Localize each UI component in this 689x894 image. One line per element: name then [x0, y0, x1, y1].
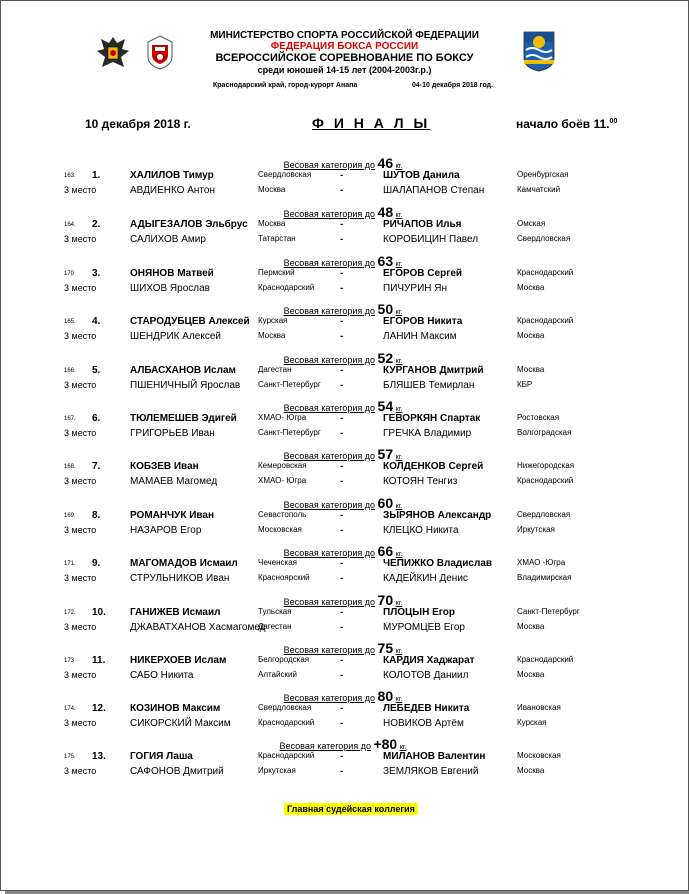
bout-index: 173 [64, 658, 75, 664]
versus-dash: - [340, 751, 344, 762]
third-place-region-2: Курская [517, 718, 547, 727]
finalist-blue-region: Свердловская [517, 510, 571, 519]
ministry-title: МИНИСТЕРСТВО СПОРТА РОССИЙСКОЙ ФЕДЕРАЦИИ [210, 30, 479, 41]
third-place-label: 3 место [64, 622, 97, 632]
third-place-boxer-2: КОТОЯН Тенгиз [383, 476, 458, 487]
category-label: Весовая категория до [283, 693, 376, 703]
finalist-red: РОМАНЧУК Иван [130, 510, 215, 521]
bout-index: 169. [64, 513, 76, 519]
third-place-boxer-2: КОЛОТОВ Даниил [383, 670, 469, 681]
bout-number: 6. [92, 413, 101, 424]
bout-number: 3. [92, 268, 101, 279]
bout-number: 2. [92, 219, 101, 230]
kg-unit: кг. [399, 744, 407, 751]
weight-category-heading [230, 155, 456, 171]
category-label: Весовая категория до [283, 258, 376, 268]
weight-category-heading [230, 543, 456, 559]
final-bout-row [0, 219, 689, 234]
category-weight: 60 [377, 495, 394, 511]
finalist-red-region: Белгородская [258, 655, 310, 664]
third-place-region-2: Москва [517, 766, 545, 775]
third-place-label: 3 место [64, 718, 97, 728]
kg-unit: кг. [395, 309, 403, 316]
finalist-blue-region: Ивановская [517, 703, 561, 712]
federation-title: ФЕДЕРАЦИЯ БОКСА РОССИИ [270, 41, 419, 52]
finalist-blue-region: Оренбургская [517, 170, 569, 179]
bout-number: 4. [92, 316, 101, 327]
third-place-region-2: Москва [517, 283, 545, 292]
kg-unit: кг. [395, 551, 403, 558]
third-place-boxer-1: САБО Никита [130, 670, 194, 681]
bout-number: 1. [92, 170, 101, 181]
finalist-red-region: Кемеровская [258, 461, 307, 470]
finalist-blue: ЗЫРЯНОВ Александр [383, 510, 492, 521]
third-place-region-1: Санкт-Петербург [258, 428, 321, 437]
kg-unit: кг. [395, 648, 403, 655]
third-place-label: 3 место [64, 283, 97, 293]
third-place-boxer-1: ШИХОВ Ярослав [130, 283, 210, 294]
finalist-red-region: ХМАО- Югра [258, 413, 307, 422]
category-weight: 48 [377, 204, 394, 220]
third-place-region-2: Москва [517, 331, 545, 340]
third-place-region-1: Дагестан [258, 622, 292, 631]
third-place-row [0, 670, 689, 685]
third-place-boxer-2: НОВИКОВ Артём [383, 718, 464, 729]
third-place-region-2: Волгоградская [517, 428, 572, 437]
finalist-blue-region: Московская [517, 751, 561, 760]
finalist-blue: ЕГОРОВ Сергей [383, 268, 463, 279]
kg-unit: кг. [395, 454, 403, 461]
finalist-red: ГАНИЖЕВ Исмаил [130, 607, 221, 618]
weight-category-heading [230, 446, 456, 462]
bout-number: 12. [92, 703, 106, 714]
third-place-label: 3 место [64, 573, 97, 583]
versus-dash: - [340, 380, 344, 391]
third-place-region-2: Иркутская [517, 525, 555, 534]
chief-judges-label: Главная судейская коллегия [284, 803, 418, 815]
third-place-label: 3 место [64, 476, 97, 486]
bout-number: 5. [92, 365, 101, 376]
finalist-red: АЛБАСХАНОВ Ислам [130, 365, 236, 376]
third-place-row [0, 573, 689, 588]
finalist-blue: ШУТОВ Данила [383, 170, 460, 181]
bout-index: 168. [64, 464, 76, 470]
kg-unit: кг. [395, 696, 403, 703]
third-place-boxer-2: ЛАНИН Максим [383, 331, 457, 342]
versus-dash: - [340, 607, 344, 618]
weight-category-heading [230, 688, 456, 704]
final-bout-row [0, 751, 689, 766]
versus-dash: - [340, 170, 344, 181]
finalist-red-region: Дагестан [258, 365, 292, 374]
category-weight: 46 [377, 155, 394, 171]
bout-index: 175. [64, 754, 76, 760]
third-place-row [0, 234, 689, 249]
finalist-blue-region: Москва [517, 365, 545, 374]
third-place-label: 3 место [64, 234, 97, 244]
versus-dash: - [340, 365, 344, 376]
versus-dash: - [340, 622, 344, 633]
final-bout-row [0, 655, 689, 670]
third-place-region-2: Москва [517, 622, 545, 631]
finalist-blue: КОЛДЕНКОВ Сергей [383, 461, 484, 472]
finalist-blue: РИЧАПОВ Илья [383, 219, 462, 230]
category-weight: 80 [377, 688, 394, 704]
third-place-region-1: ХМАО- Югра [258, 476, 307, 485]
bout-number: 11. [92, 655, 106, 666]
final-bout-row [0, 413, 689, 428]
finalist-blue-region: Омская [517, 219, 546, 228]
third-place-boxer-2: МУРОМЦЕВ Егор [383, 622, 465, 633]
final-bout-row [0, 510, 689, 525]
category-label: Весовая категория до [283, 403, 376, 413]
third-place-boxer-1: ШЕНДРИК Алексей [130, 331, 221, 342]
finalist-blue: МИЛАНОВ Валентин [383, 751, 486, 762]
finalist-blue: ГЕВОРКЯН Спартак [383, 413, 481, 424]
third-place-row [0, 525, 689, 540]
finalist-blue-region: Ростовская [517, 413, 560, 422]
category-weight: 70 [377, 592, 394, 608]
finalist-red-region: Краснодарский [258, 751, 315, 760]
third-place-boxer-1: СТРУЛЬНИКОВ Иван [130, 573, 230, 584]
finalist-red-region: Тульская [258, 607, 292, 616]
category-label: Весовая категория до [283, 597, 376, 607]
third-place-region-2: Краснодарский [517, 476, 574, 485]
weight-category-heading [230, 592, 456, 608]
kg-unit: кг. [395, 212, 403, 219]
versus-dash: - [340, 718, 344, 729]
finalist-red: СТАРОДУБЦЕВ Алексей [130, 316, 250, 327]
category-weight: 50 [377, 301, 394, 317]
weight-category-heading [230, 736, 456, 752]
third-place-boxer-2: ПИЧУРИН Ян [383, 283, 447, 294]
third-place-boxer-1: САЛИХОВ Амир [130, 234, 206, 245]
finalist-red: ХАЛИЛОВ Тимур [130, 170, 214, 181]
kg-unit: кг. [395, 600, 403, 607]
third-place-region-2: Владимирская [517, 573, 572, 582]
third-place-row [0, 622, 689, 637]
category-label: Весовая категория до [283, 209, 376, 219]
finalist-blue-region: Краснодарский [517, 268, 574, 277]
category-weight: 63 [377, 253, 394, 269]
third-place-label: 3 место [64, 428, 97, 438]
bout-index: 171. [64, 561, 76, 567]
third-place-region-1: Алтайский [258, 670, 297, 679]
category-label: Весовая категория до [283, 306, 376, 316]
kg-unit: кг. [395, 261, 403, 268]
bout-number: 7. [92, 461, 101, 472]
bout-number: 9. [92, 558, 101, 569]
category-weight: 57 [377, 446, 394, 462]
third-place-boxer-1: НАЗАРОВ Егор [130, 525, 202, 536]
category-label: Весовая категория до [283, 451, 376, 461]
competition-title: ВСЕРОССИЙСКОЕ СОРЕВНОВАНИЕ ПО БОКСУ [215, 52, 474, 64]
finalist-blue-region: ХМАО -Югра [517, 558, 566, 567]
finalist-red-region: Курская [258, 316, 288, 325]
category-weight: 75 [377, 640, 394, 656]
third-place-boxer-1: СИКОРСКИЙ Максим [130, 718, 231, 729]
versus-dash: - [340, 234, 344, 245]
third-place-boxer-1: МАМАЕВ Магомед [130, 476, 218, 487]
versus-dash: - [340, 413, 344, 424]
finalist-blue: ЛЕБЕДЕВ Никита [383, 703, 470, 714]
finalist-red: НИКЕРХОЕВ Ислам [130, 655, 227, 666]
final-bout-row [0, 316, 689, 331]
competition-subtitle: среди юношей 14-15 лет (2004-2003г.р.) [257, 65, 432, 75]
finalist-blue: ЧЕПИЖКО Владислав [383, 558, 493, 569]
third-place-boxer-1: ГРИГОРЬЕВ Иван [130, 428, 215, 439]
third-place-region-1: Москва [258, 331, 286, 340]
third-place-boxer-1: САФОНОВ Дмитрий [130, 766, 224, 777]
third-place-boxer-1: ПШЕНИЧНЫЙ Ярослав [130, 380, 241, 391]
versus-dash: - [340, 573, 344, 584]
category-label: Весовая категория до [283, 548, 376, 558]
finalist-blue-region: Нижегородская [517, 461, 575, 470]
kg-unit: кг. [395, 406, 403, 413]
versus-dash: - [340, 558, 344, 569]
weight-category-heading [230, 253, 456, 269]
third-place-region-2: КБР [517, 380, 533, 389]
category-label: Весовая категория до [283, 500, 376, 510]
start-time: начало боёв 11.00 [516, 117, 618, 131]
third-place-boxer-2: КОРОБИЦИН Павел [383, 234, 479, 245]
weight-category-heading [230, 398, 456, 414]
finalist-blue: ЕГОРОВ Никита [383, 316, 463, 327]
weight-category-heading [230, 204, 456, 220]
versus-dash: - [340, 331, 344, 342]
third-place-boxer-2: КАДЕЙКИН Денис [383, 573, 468, 584]
final-bout-row [0, 558, 689, 573]
finalist-blue-region: Санкт-Петербург [517, 607, 580, 616]
third-place-boxer-1: ДЖАВАТХАНОВ Хасмагомед [130, 622, 266, 633]
final-bout-row [0, 703, 689, 718]
third-place-row [0, 428, 689, 443]
third-place-region-1: Краснодарский [258, 718, 315, 727]
third-place-region-1: Московская [258, 525, 302, 534]
category-label: Весовая категория до [283, 160, 376, 170]
versus-dash: - [340, 476, 344, 487]
third-place-region-1: Москва [258, 185, 286, 194]
finalist-red-region: Пермский [258, 268, 295, 277]
third-place-label: 3 место [64, 766, 97, 776]
finalist-blue: КАРДИЯ Хаджарат [383, 655, 475, 666]
versus-dash: - [340, 703, 344, 714]
finalist-red-region: Свердловская [258, 170, 312, 179]
category-weight: 54 [377, 398, 394, 414]
third-place-label: 3 место [64, 380, 97, 390]
finalist-red-region: Свердловская [258, 703, 312, 712]
versus-dash: - [340, 766, 344, 777]
versus-dash: - [340, 428, 344, 439]
third-place-row [0, 718, 689, 733]
bout-index: 165. [64, 319, 76, 325]
third-place-region-1: Иркутская [258, 766, 296, 775]
category-weight: 66 [377, 543, 394, 559]
bout-index: 164. [64, 222, 76, 228]
versus-dash: - [340, 510, 344, 521]
kg-unit: кг. [395, 163, 403, 170]
finalist-red: ОНЯНОВ Матвей [130, 268, 214, 279]
versus-dash: - [340, 316, 344, 327]
weight-category-heading [230, 301, 456, 317]
final-bout-row [0, 268, 689, 283]
third-place-region-1: Краснодарский [258, 283, 315, 292]
final-bout-row [0, 607, 689, 622]
finalist-red-region: Чеченская [258, 558, 298, 567]
weight-category-heading [230, 495, 456, 511]
kg-unit: кг. [395, 503, 403, 510]
bout-number: 8. [92, 510, 101, 521]
category-weight: +80 [373, 736, 398, 752]
third-place-label: 3 место [64, 331, 97, 341]
final-bout-row [0, 365, 689, 380]
finalist-red-region: Москва [258, 219, 286, 228]
bout-number: 10. [92, 607, 106, 618]
weight-category-heading [230, 350, 456, 366]
finalist-red: ТЮЛЕМЕШЕВ Эдигей [130, 413, 237, 424]
bout-index: 172. [64, 610, 76, 616]
finalist-red: КОЗИНОВ Максим [130, 703, 221, 714]
final-bout-row [0, 170, 689, 185]
bout-index: 170 [64, 271, 75, 277]
finalist-red: АДЫГЕЗАЛОВ Эльбрус [130, 219, 248, 230]
versus-dash: - [340, 670, 344, 681]
category-weight: 52 [377, 350, 394, 366]
third-place-row [0, 380, 689, 395]
bout-index: 163. [64, 173, 76, 179]
final-bout-row [0, 461, 689, 476]
finalist-red: МАГОМАДОВ Исмаил [130, 558, 238, 569]
third-place-row [0, 185, 689, 200]
finalist-red-region: Севастополь [258, 510, 307, 519]
third-place-region-2: Москва [517, 670, 545, 679]
third-place-row [0, 476, 689, 491]
versus-dash: - [340, 283, 344, 294]
third-place-region-1: Санкт-Петербург [258, 380, 321, 389]
versus-dash: - [340, 655, 344, 666]
versus-dash: - [340, 461, 344, 472]
third-place-label: 3 место [64, 670, 97, 680]
dates-text: 04-10 декабря 2018 год. [412, 82, 494, 89]
versus-dash: - [340, 219, 344, 230]
versus-dash: - [340, 525, 344, 536]
finalist-red: КОБЗЕВ Иван [130, 461, 199, 472]
kg-unit: кг. [395, 358, 403, 365]
third-place-boxer-2: ШАЛАПАНОВ Степан [383, 185, 485, 196]
versus-dash: - [340, 268, 344, 279]
finalist-blue: КУРГАНОВ Дмитрий [383, 365, 484, 376]
category-label: Весовая категория до [279, 741, 371, 751]
bout-index: 166. [64, 368, 76, 374]
finalist-blue: ПЛОЦЫН Егор [383, 607, 455, 618]
third-place-region-1: Красноярский [258, 573, 310, 582]
third-place-row [0, 283, 689, 298]
third-place-region-2: Свердловская [517, 234, 571, 243]
third-place-boxer-2: ЗЕМЛЯКОВ Евгений [383, 766, 479, 777]
category-label: Весовая категория до [283, 355, 376, 365]
bout-index: 167. [64, 416, 76, 422]
third-place-region-2: Камчатский [517, 185, 561, 194]
bout-date: 10 декабря 2018 г. [85, 117, 191, 131]
bout-number: 13. [92, 751, 106, 762]
location-text: Краснодарский край, город-курорт Анапа [213, 82, 358, 89]
bout-index: 174. [64, 706, 76, 712]
versus-dash: - [340, 185, 344, 196]
third-place-region-1: Татарстан [258, 234, 296, 243]
third-place-boxer-2: БЛЯШЕВ Темирлан [383, 380, 475, 391]
finalist-blue-region: Краснодарский [517, 316, 574, 325]
weight-category-heading [230, 640, 456, 656]
third-place-row [0, 331, 689, 346]
third-place-boxer-2: КЛЕЦКО Никита [383, 525, 459, 536]
finalist-blue-region: Краснодарский [517, 655, 574, 664]
page-title: Ф И Н А Л Ы [312, 115, 431, 131]
third-place-label: 3 место [64, 185, 97, 195]
third-place-boxer-1: АВДИЕНКО Антон [130, 185, 215, 196]
category-label: Весовая категория до [283, 645, 376, 655]
third-place-label: 3 место [64, 525, 97, 535]
finalist-red: ГОГИЯ Лаша [130, 751, 193, 762]
third-place-row [0, 766, 689, 781]
third-place-boxer-2: ГРЕЧКА Владимир [383, 428, 472, 439]
